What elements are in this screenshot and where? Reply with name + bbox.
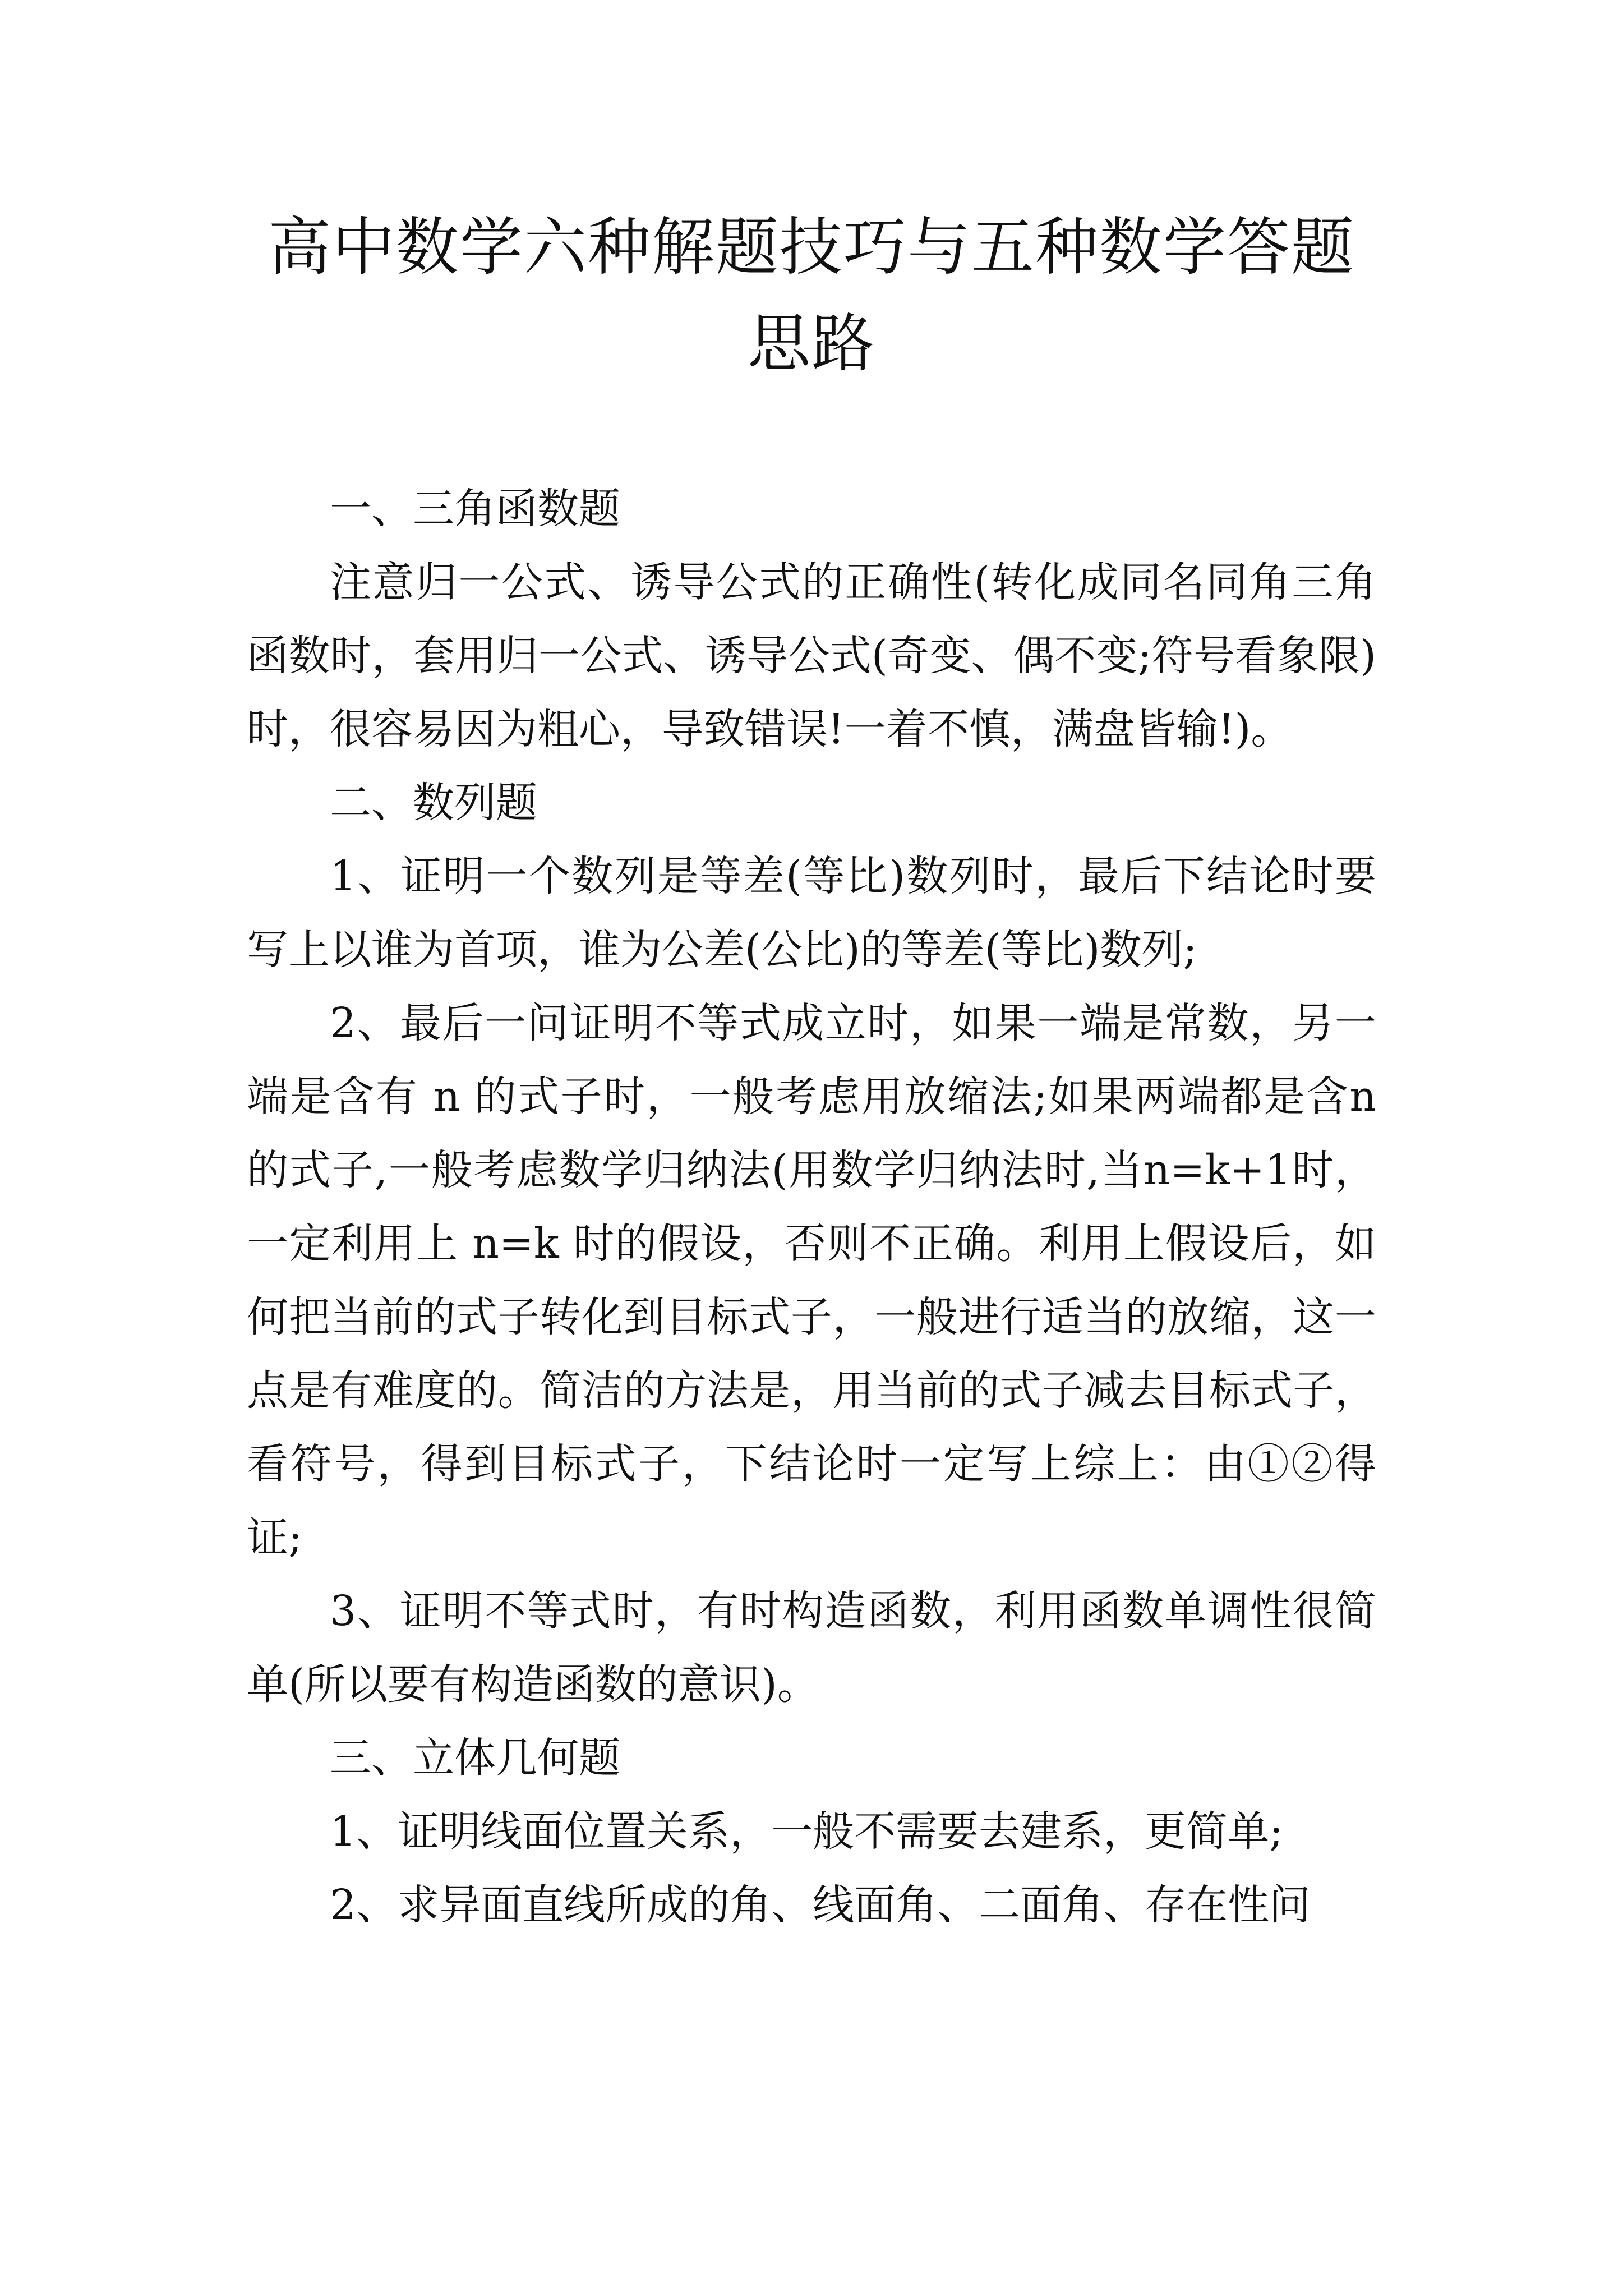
document-body [247,472,1376,1942]
paragraph-sequence-2: 2、最后一问证明不等式成立时，如果一端是常数，另一端是含有 n 的式子时，一般考虑用放缩法;如果两端都是含n的式子,一般考虑数学归纳法(用数学归纳法时,当n=k+1时，一定利用上 n=k 时的假设，否则不正确。利用上假设后，如何把当前的式子转化到目标式子，一般进行适当的放缩，这一点是有难度的。简洁的方法是，用当前的式子减去目标式子，看符号，得到目标式子，下结论时一定写上综上：由①②得证; [247,999,1376,1562]
paragraph-trig-note: 注意归一公式、诱导公式的正确性(转化成同名同角三角函数时，套用归一公式、诱导公式(奇变、偶不变;符号看象限)时，很容易因为粗心，导致错误!一着不慎，满盘皆输!)。 [247,558,1376,753]
section-heading-solid-geometry: 三、立体几何题 [330,1734,620,1782]
section-heading-trig: 一、三角函数题 [330,485,620,533]
paragraph-geometry-2: 2、求异面直线所成的角、线面角、二面角、存在性问 [330,1881,1311,1929]
section-heading-sequence: 二、数列题 [330,779,537,827]
paragraph-geometry-1: 1、证明线面位置关系，一般不需要去建系，更简单; [330,1807,1284,1856]
paragraph-sequence-3: 3、证明不等式时，有时构造函数，利用函数单调性很简单(所以要有构造函数的意识)。 [247,1587,1376,1709]
paragraph-sequence-1: 1、证明一个数列是等差(等比)数列时，最后下结论时要写上以谁为首项，谁为公差(公比)的等差(等比)数列; [247,852,1376,974]
document-title: 高中数学六种解题技巧与五种数学答题思路 [268,211,1355,380]
